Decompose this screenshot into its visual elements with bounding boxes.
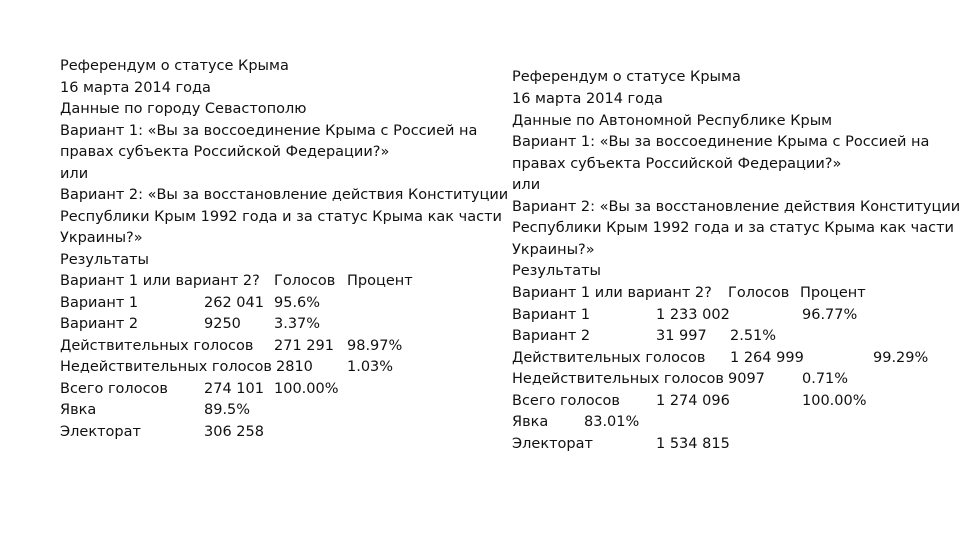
right-date: 16 марта 2014 года xyxy=(512,91,663,107)
row-percent: 96.77% xyxy=(802,306,858,323)
row-label: Явка xyxy=(512,414,549,430)
row-percent: 100.00% xyxy=(802,392,867,409)
row-label: Электорат xyxy=(512,435,593,452)
row-label: Вариант 2 xyxy=(512,328,591,344)
row-value: 274 101 xyxy=(204,380,264,397)
row-percent: 0.71% xyxy=(802,371,849,387)
left-header-question: Вариант 1 или вариант 2? xyxy=(60,273,260,289)
row-label: Всего голосов xyxy=(512,392,620,409)
row-value: 1 233 002 xyxy=(656,306,730,323)
left-or: или xyxy=(60,165,89,182)
row-value: 1 274 096 xyxy=(656,392,730,409)
right-or: или xyxy=(512,177,541,193)
right-variant2-line1: Вариант 2: «Вы за восстановление действия Конституции xyxy=(512,198,960,215)
row-label: Вариант 1 xyxy=(60,294,139,311)
right-region: Данные по Автономной Республике Крым xyxy=(512,112,833,129)
row-percent: 95.6% xyxy=(274,294,321,311)
row-percent: 99.29% xyxy=(873,349,929,366)
row-value: 9097 xyxy=(728,371,765,387)
left-region: Данные по городу Севастополю xyxy=(60,101,307,117)
right-title: Референдум о статусе Крыма xyxy=(512,69,741,85)
row-label: Вариант 1 xyxy=(512,306,591,323)
row-percent: 2.51% xyxy=(730,328,777,344)
right-variant1-line1: Вариант 1: «Вы за воссоединение Крыма с Россией на xyxy=(512,134,930,150)
left-header-percent: Процент xyxy=(347,273,413,289)
right-variant2-line2: Республики Крым 1992 года и за статус Крыма как части xyxy=(512,220,954,236)
row-value: 1 534 815 xyxy=(656,435,730,452)
row-label: Действительных голосов xyxy=(60,337,254,354)
row-value: 2810 xyxy=(276,359,313,375)
row-value: 31 997 xyxy=(656,328,707,344)
left-variant1-line1: Вариант 1: «Вы за воссоединение Крыма с Россией на xyxy=(60,122,478,139)
row-label: Всего голосов xyxy=(60,380,168,397)
right-variant1-line2: правах субъекта Российской Федерации?» xyxy=(512,155,842,172)
row-label: Электорат xyxy=(60,423,141,440)
row-value: 9250 xyxy=(204,316,241,332)
row-percent: 98.97% xyxy=(347,337,403,354)
left-header-votes: Голосов xyxy=(274,273,336,289)
row-value: 1 264 999 xyxy=(730,349,804,366)
row-value: 262 041 xyxy=(204,294,264,311)
row-label: Недействительных голосов xyxy=(60,359,272,375)
row-label: Явка xyxy=(60,402,97,418)
row-label: Вариант 2 xyxy=(60,316,139,332)
row-label: Действительных голосов xyxy=(512,349,706,366)
left-variant2-line2: Республики Крым 1992 года и за статус Крыма как части xyxy=(60,208,502,225)
right-header-percent: Процент xyxy=(800,285,866,301)
right-header-question: Вариант 1 или вариант 2? xyxy=(512,285,712,301)
left-title: Референдум о статусе Крыма xyxy=(60,58,289,74)
right-variant2-line3: Украины?» xyxy=(512,241,595,258)
right-header-votes: Голосов xyxy=(728,285,790,301)
left-date: 16 марта 2014 года xyxy=(60,79,211,96)
row-percent: 3.37% xyxy=(274,316,321,332)
row-percent: 100.00% xyxy=(274,380,339,397)
row-value: 89.5% xyxy=(204,402,251,418)
left-variant2-line3: Украины?» xyxy=(60,230,143,246)
row-value: 306 258 xyxy=(204,423,264,440)
right-results-label: Результаты xyxy=(512,263,601,279)
row-percent: 1.03% xyxy=(347,359,394,375)
left-results-label: Результаты xyxy=(60,251,149,268)
row-value: 271 291 xyxy=(274,337,334,354)
left-variant2-line1: Вариант 2: «Вы за восстановление действия Конституции xyxy=(60,187,509,203)
left-variant1-line2: правах субъекта Российской Федерации?» xyxy=(60,144,390,160)
row-value: 83.01% xyxy=(584,414,640,430)
row-label: Недействительных голосов xyxy=(512,371,724,387)
